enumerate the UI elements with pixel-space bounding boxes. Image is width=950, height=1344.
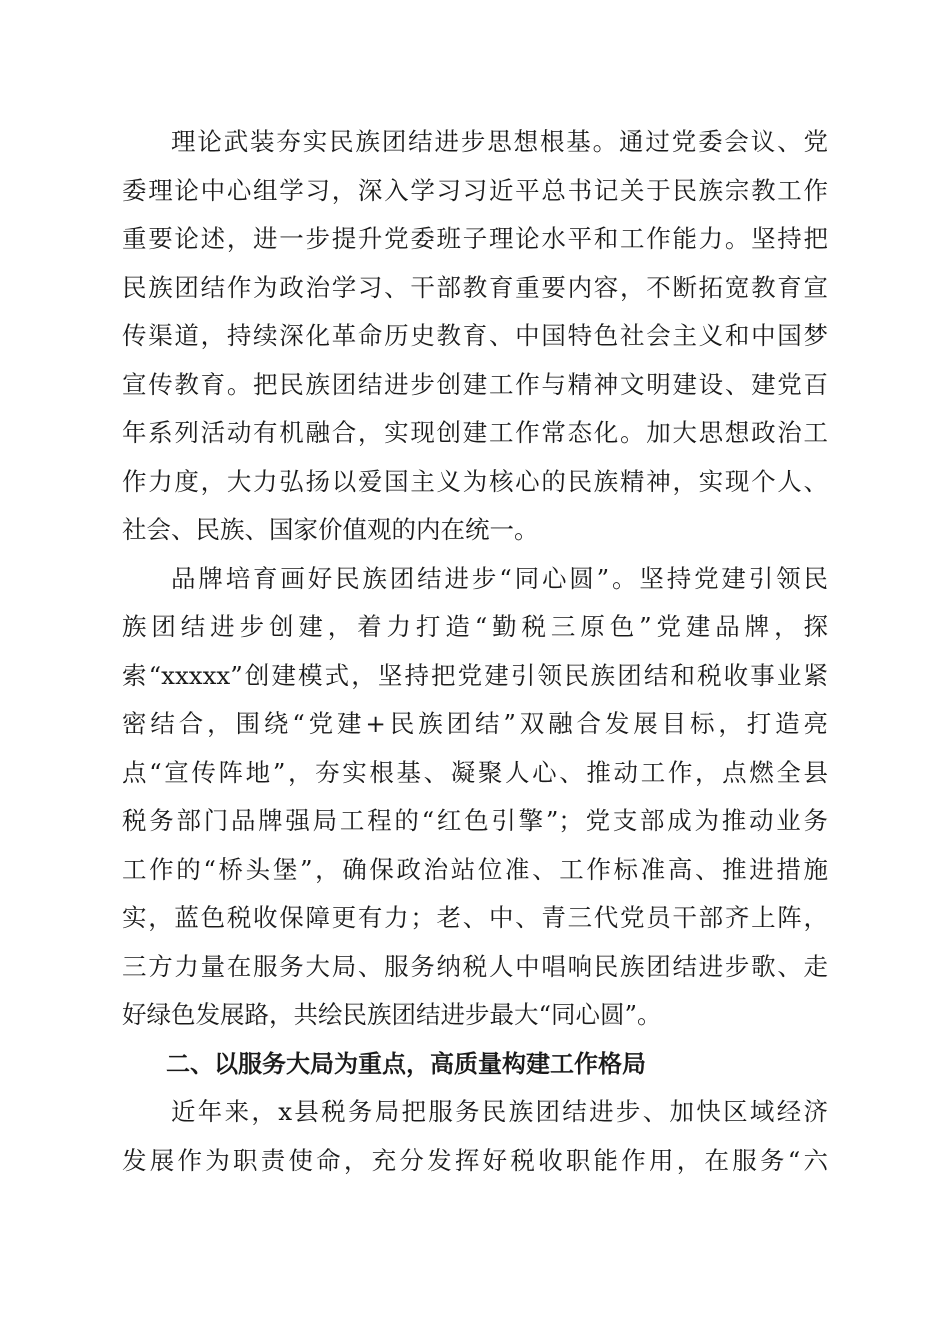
text-line: 好绿色发展路，共绘民族团结进步最大“同心圆”。 [122,1000,662,1029]
text-line: 族团结进步创建，着力打造“勤税三原色”党建品牌，探 [122,612,828,641]
text-line: 社会、民族、国家价值观的内在统一。 [122,515,539,544]
text-line: 发展作为职责使命，充分发挥好税收职能作用，在服务“六 [122,1145,828,1175]
text-line: 税务部门品牌强局工程的“红色引擎”；党支部成为推动业务 [122,806,828,835]
paragraph-service-overall [122,1088,828,1185]
text-line: 三方力量在服务大局、服务纳税人中唱响民族团结进步歌、走 [122,951,828,981]
text-line: 重要论述，进一步提升党委班子理论水平和工作能力。坚持把 [122,224,828,253]
text-line: 点“宣传阵地”，夯实根基、凝聚人心、推动工作，点燃全县 [122,757,828,787]
text-line: 宣传教育。把民族团结进步创建工作与精神文明建设、建党百 [122,369,828,399]
text-line: 民族团结作为政治学习、干部教育重要内容，不断拓宽教育宣 [122,272,828,302]
text-line: 作力度，大力弘扬以爱国主义为核心的民族精神，实现个人、 [122,466,828,496]
text-line: 传渠道，持续深化革命历史教育、中国特色社会主义和中国梦 [122,321,828,350]
text-line: 近年来，x县税务局把服务民族团结进步、加快区域经济 [171,1097,828,1126]
text-line: 实，蓝色税收保障更有力；老、中、青三代党员干部齐上阵， [122,903,828,932]
text-line: 品牌培育画好民族团结进步“同心圆”。坚持党建引领民 [171,563,828,593]
text-line: 密结合，围绕“党建+民族团结”双融合发展目标，打造亮 [122,709,828,738]
section-heading: 二、以服务大局为重点，高质量构建工作格局 [166,1049,646,1078]
paragraph-brand-cultivation [122,555,828,1040]
paragraph-theory-armament [122,118,828,555]
text-line: 理论武装夯实民族团结进步思想根基。通过党委会议、党 [171,127,828,156]
text-line: 工作的“桥头堡”，确保政治站位准、工作标准高、推进措施 [122,854,828,884]
document-body [122,118,828,1185]
text-line: 年系列活动有机融合，实现创建工作常态化。加大思想政治工 [122,418,828,447]
text-line: 委理论中心组学习，深入学习习近平总书记关于民族宗教工作 [122,175,828,205]
text-line: 索“xxxxx”创建模式，坚持把党建引领民族团结和税收事业紧 [122,660,828,690]
